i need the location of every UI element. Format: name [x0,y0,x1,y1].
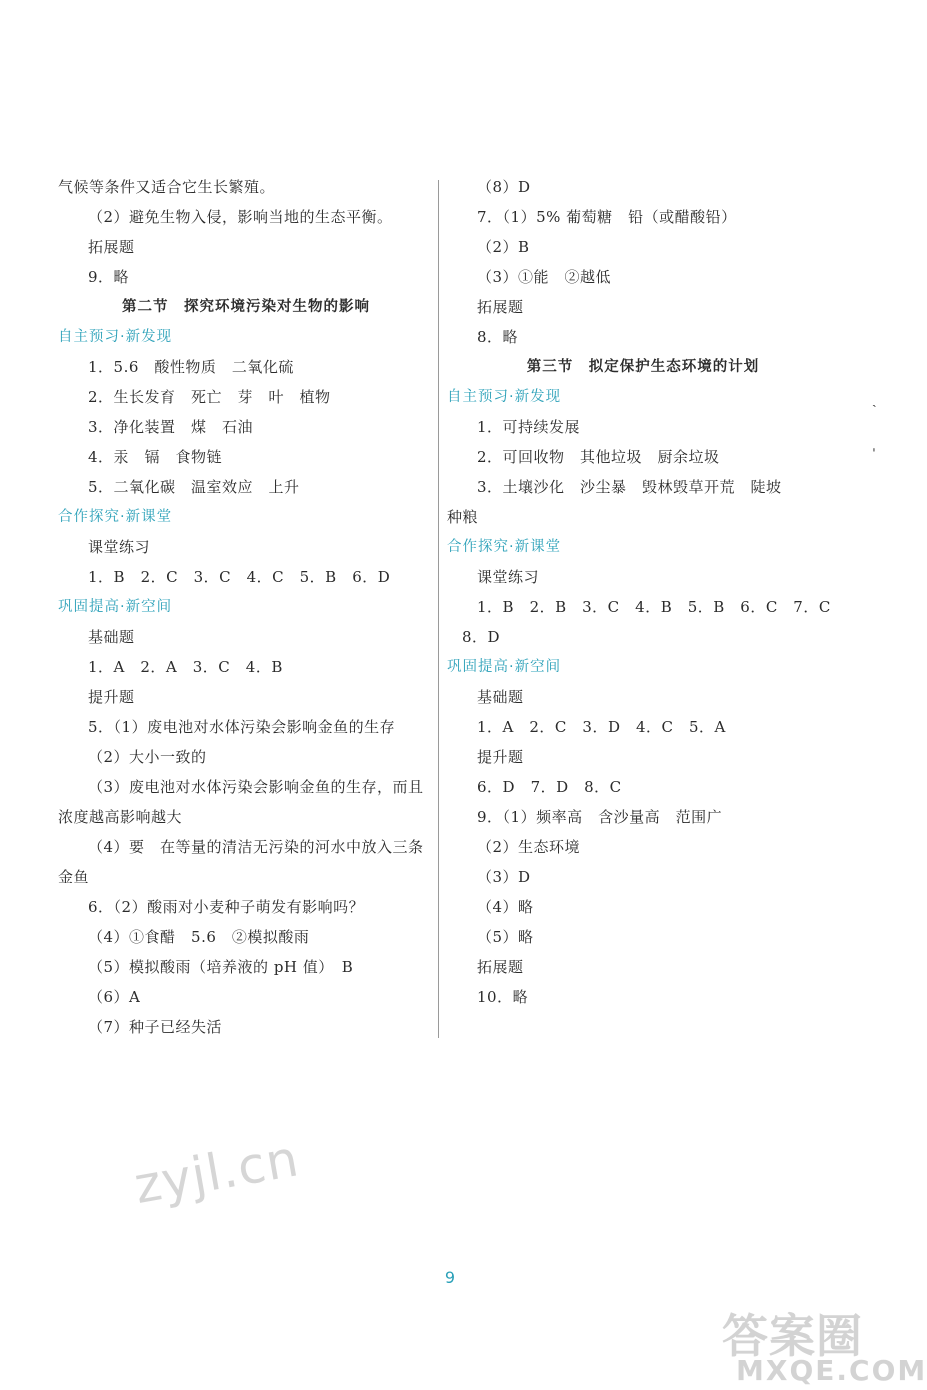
section-heading: 合作探究·新课堂 [58,509,173,525]
subheading: 拓展题 [477,298,524,316]
answer-line: 9．（1）频率高 含沙量高 范围广 [477,808,723,826]
subheading: 基础题 [477,688,524,706]
answer-line: 1．B 2．B 3．C 4．B 5．B 6．C 7．C [477,598,831,616]
answer-line: 1．A 2．C 3．D 4．C 5．A [477,718,726,736]
answer-line: 2．可回收物 其他垃圾 厨余垃圾 [477,448,720,466]
subheading: 拓展题 [88,238,135,256]
answer-line: （2）大小一致的 [88,748,207,766]
answer-line: 4．汞 镉 食物链 [88,448,223,466]
answer-line: 10．略 [477,988,529,1006]
column-divider [438,180,439,1038]
answer-line: 5．（1）废电池对水体污染会影响金鱼的生存 [88,718,396,736]
answer-line: （2）B [477,238,530,256]
section-heading: 自主预习·新发现 [58,329,173,345]
section-heading: 巩固提高·新空间 [447,659,562,675]
answer-line: 1．A 2．A 3．C 4．B [88,658,283,676]
answer-line: （3）①能 ②越低 [477,268,612,286]
section-heading: 自主预习·新发现 [447,389,562,405]
right-column [447,172,839,1012]
answer-line: 1．可持续发展 [477,418,581,436]
answer-line: （4）要 在等量的清洁无污染的河水中放入三条 [88,838,424,856]
subheading: 提升题 [88,688,135,706]
answer-line: （5）模拟酸雨（培养液的 pH 值） B [88,958,354,976]
answer-line: 1．5.6 酸性物质 二氧化硫 [88,358,294,376]
answer-line: （2）生态环境 [477,838,581,856]
text-line: 气候等条件又适合它生长繁殖。 [58,178,276,196]
answer-line: 2．生长发育 死亡 芽 叶 植物 [88,388,331,406]
answer-line: （7）种子已经失活 [88,1018,223,1036]
answer-line: 9．略 [88,268,130,286]
section-heading: 合作探究·新课堂 [447,539,562,555]
subheading: 课堂练习 [477,568,540,586]
text-line: （2）避免生物入侵，影响当地的生态平衡。 [88,208,393,226]
answer-line: （3）D [477,868,531,886]
answer-line: （3）废电池对水体污染会影响金鱼的生存，而且 [88,778,424,796]
section-title: 第三节 拟定保护生态环境的计划 [526,359,760,375]
margin-mark: ˎ [872,392,877,408]
answer-line: 6．（2）酸雨对小麦种子萌发有影响吗？ [88,898,365,916]
subheading: 提升题 [477,748,524,766]
answer-line: （4）略 [477,898,534,916]
left-column [58,172,434,1042]
answer-line: 5．二氧化碳 温室效应 上升 [88,478,300,496]
answer-line: （6）A [88,988,141,1006]
answer-line: 金鱼 [58,868,90,886]
answer-line: 种粮 [447,508,479,526]
logo-watermark: 答案圈 [722,1309,863,1363]
answer-line: 3．土壤沙化 沙尘暴 毁林毁草开荒 陡坡 [477,478,782,496]
subheading: 拓展题 [477,958,524,976]
answer-line: 浓度越高影响越大 [58,808,183,826]
subheading: 课堂练习 [88,538,151,556]
logo-url-watermark: MXQE.COM [736,1354,927,1387]
section-title: 第二节 探究环境污染对生物的影响 [122,299,370,315]
answer-line: （5）略 [477,928,534,946]
answer-line: 8．D [462,628,501,646]
answer-line: 7．（1）5% 葡萄糖 铅（或醋酸铅） [477,208,737,226]
page-number: 9 [444,1268,456,1287]
answer-line: 8．略 [477,328,519,346]
answer-line: 1．B 2．C 3．C 4．C 5．B 6．D [88,568,391,586]
section-heading: 巩固提高·新空间 [58,599,173,615]
answer-line: 3．净化装置 煤 石油 [88,418,254,436]
margin-mark: ˌ [872,438,876,454]
subheading: 基础题 [88,628,135,646]
answer-line: 6．D 7．D 8．C [477,778,622,796]
site-watermark: zyjl.cn [130,1129,304,1216]
answer-line: （4）①食醋 5.6 ②模拟酸雨 [88,928,310,946]
answer-line: （8）D [477,178,531,196]
